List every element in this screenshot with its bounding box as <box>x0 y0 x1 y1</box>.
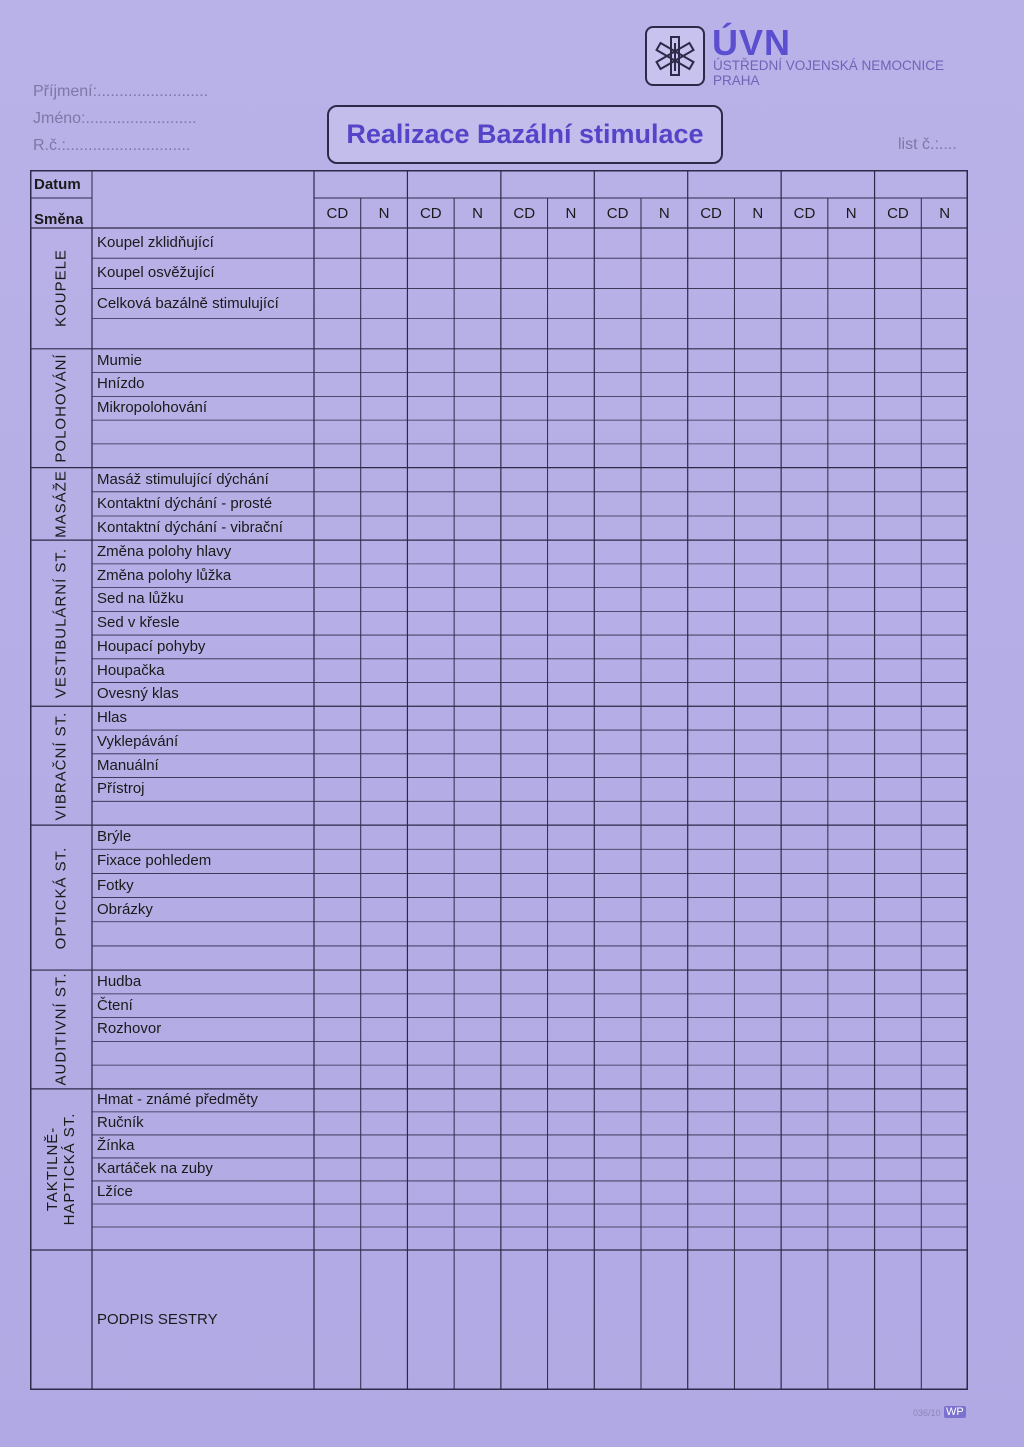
id-field[interactable]: R.č.:............................ <box>33 137 191 154</box>
activity-label: Kontaktní dýchání - vibrační <box>97 519 283 537</box>
activity-label: Houpačka <box>97 661 165 679</box>
sheet-number-field[interactable]: list č.:.... <box>898 136 957 153</box>
table-border <box>31 171 968 1390</box>
activity-label: Přístroj <box>97 780 145 798</box>
activity-label: Mikropolohování <box>97 399 208 417</box>
activity-label: Koupel zklidňující <box>97 234 214 252</box>
category-label <box>44 1113 78 1226</box>
activity-label: Hudba <box>97 972 142 990</box>
shift-night-label: N <box>845 205 857 222</box>
activity-label: Manuální <box>97 756 159 774</box>
activity-label: Hnízdo <box>97 375 145 393</box>
category-label: OPTICKÁ ST. <box>52 846 70 949</box>
shift-day-label: CD <box>513 205 536 222</box>
activity-label: Hlas <box>97 709 128 727</box>
shift-day-label: CD <box>887 205 909 222</box>
activity-label: Celková bazálně stimulující <box>97 294 279 312</box>
category-label: POLOHOVÁNÍ <box>52 353 70 463</box>
shift-night-label: N <box>565 205 577 222</box>
date-header: Datum <box>34 176 81 193</box>
activity-label: Sed v křesle <box>97 614 180 632</box>
activity-label: Čtení <box>97 996 133 1014</box>
activity-label: Ovesný klas <box>97 685 179 703</box>
category-label: AUDITIVNÍ ST. <box>52 972 70 1086</box>
shift-night-label: N <box>378 205 390 222</box>
shift-day-label: CD <box>793 205 816 222</box>
form-code: 036/10 <box>913 1408 941 1418</box>
shift-day-label: CD <box>326 205 349 222</box>
category-label: MASÁŽE <box>52 470 70 538</box>
logo-subtitle-line2: PRAHA <box>713 73 760 88</box>
activity-label: Obrázky <box>97 900 153 918</box>
activity-label: Žínka <box>97 1137 135 1155</box>
activity-label: Brýle <box>97 828 132 846</box>
activity-label: Vyklepávání <box>97 732 179 750</box>
shift-header: Směna <box>34 211 84 228</box>
activity-label: Mumie <box>97 351 143 369</box>
logo-title: ÚVN <box>712 22 792 63</box>
shift-night-label: N <box>658 205 670 222</box>
page-title: Realizace Bazální stimulace <box>327 105 723 164</box>
name-field[interactable]: Jméno:......................... <box>33 110 197 127</box>
activity-label: Koupel osvěžující <box>97 264 215 282</box>
activity-label: Kontaktní dýchání - prosté <box>97 494 273 512</box>
shift-night-label: N <box>472 205 483 222</box>
star-of-life-icon <box>645 26 705 86</box>
shift-day-label: CD <box>606 205 629 222</box>
stimulation-table <box>30 170 968 1390</box>
activity-label: Změna polohy hlavy <box>97 543 232 560</box>
activity-label: Houpací pohyby <box>97 637 206 655</box>
surname-field[interactable]: Příjmení:......................... <box>33 83 209 100</box>
nurse-signature-label: PODPIS SESTRY <box>97 1311 218 1328</box>
shift-day-label: CD <box>419 205 442 222</box>
table-grid-lines <box>30 170 968 1390</box>
category-label: VIBRAČNÍ ST. <box>52 711 70 821</box>
activity-label: Ručník <box>97 1114 144 1132</box>
shift-day-label: CD <box>700 205 722 222</box>
category-label: VESTIBULÁRNÍ ST. <box>52 548 70 699</box>
shift-night-label: N <box>752 205 764 222</box>
activity-label: Fixace pohledem <box>97 852 212 870</box>
logo-subtitle <box>713 58 944 88</box>
category-label-line2: HAPTICKÁ ST. <box>61 1113 78 1226</box>
activity-label: Fotky <box>97 876 134 894</box>
category-label-line1: TAKTILNĚ- <box>44 1127 61 1212</box>
category-label: KOUPELE <box>52 249 70 328</box>
activity-label: Kartáček na zuby <box>97 1160 213 1178</box>
logo-subtitle-line1: ÚSTŘEDNÍ VOJENSKÁ NEMOCNICE <box>713 58 945 73</box>
wp-badge: WP <box>946 1406 964 1418</box>
activity-label: Sed na lůžku <box>97 590 184 608</box>
activity-label: Hmat - známé předměty <box>97 1091 258 1109</box>
activity-label: Lžíce <box>97 1183 133 1201</box>
activity-label: Masáž stimulující dýchání <box>97 470 269 488</box>
activity-label: Rozhovor <box>97 1020 162 1038</box>
shift-night-label: N <box>939 205 951 222</box>
patient-fields <box>33 78 208 159</box>
activity-label: Změna polohy lůžka <box>97 566 232 584</box>
